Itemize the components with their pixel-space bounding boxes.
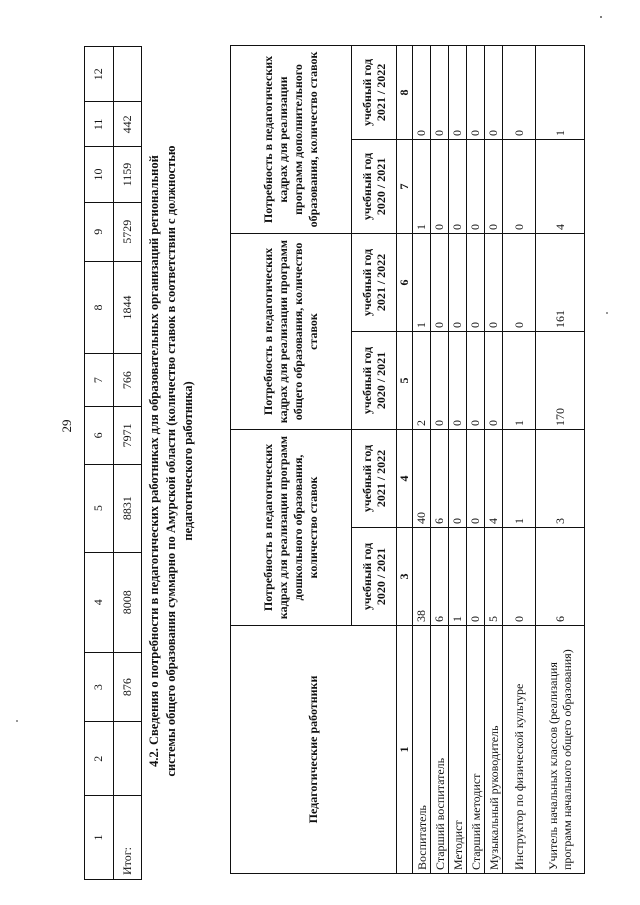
totals-value: 8831 (113, 464, 142, 552)
year-header: учебный год 2021 / 2022 (352, 429, 397, 527)
scan-speck (600, 16, 602, 18)
heading-line: педагогического работника) (181, 381, 195, 541)
column-number: 6 (397, 233, 413, 331)
totals-column-number: 4 (85, 552, 114, 652)
year-header: учебный год 2020 / 2021 (352, 331, 397, 429)
year-header: учебный год 2020 / 2021 (352, 139, 397, 233)
staff-need-value: 0 (449, 233, 467, 331)
staff-need-value: 0 (449, 429, 467, 527)
totals-column-number: 5 (85, 464, 114, 552)
staff-need-value: 38 (413, 528, 431, 626)
staff-need-value: 6 (536, 528, 585, 626)
table-row (503, 45, 536, 873)
staff-position-name: Старший методист (467, 626, 485, 874)
staff-need-value: 0 (467, 528, 485, 626)
staff-need-value: 6 (431, 528, 449, 626)
staff-need-value: 6 (431, 429, 449, 527)
staff-need-value: 0 (449, 331, 467, 429)
staff-need-value: 1 (536, 45, 585, 139)
staff-need-value: 0 (431, 139, 449, 233)
totals-value: 876 (113, 652, 142, 722)
staff-need-value: 0 (485, 331, 503, 429)
staff-need-value: 4 (485, 429, 503, 527)
totals-column-number: 6 (85, 407, 114, 464)
heading-line: системы общего образования суммарно по Амурской области (количество ставок в соответствии с должностью (164, 145, 178, 777)
staff-needs-table (230, 45, 585, 874)
staff-need-value: 0 (467, 233, 485, 331)
totals-table (84, 46, 142, 880)
staff-need-value: 0 (467, 331, 485, 429)
totals-header-row (85, 47, 114, 880)
totals-column-number: 10 (85, 147, 114, 202)
table-row (485, 45, 503, 873)
staff-need-value: 0 (485, 233, 503, 331)
staff-position-name: Инструктор по физической культуре (503, 626, 536, 874)
staff-need-value: 1 (449, 528, 467, 626)
group-header-general: Потребность в педагогических кадрах для реализации программ общего образования, количество ставок (231, 233, 352, 429)
table-row (431, 45, 449, 873)
staff-need-value: 1 (503, 429, 536, 527)
column-number-row (397, 45, 413, 873)
table-row (413, 45, 431, 873)
group-header-additional: Потребность в педагогических кадрах для реализации программ дополнительного образования, количество ставок (231, 45, 352, 233)
staff-need-value: 0 (449, 139, 467, 233)
totals-column-number: 11 (85, 102, 114, 147)
staff-need-value: 0 (503, 233, 536, 331)
table-row (536, 45, 585, 873)
staff-need-value: 0 (431, 331, 449, 429)
year-header: учебный год 2021 / 2022 (352, 45, 397, 139)
staff-position-name: Учитель начальных классов (реализация программ начального общего образования) (536, 626, 585, 874)
year-header: учебный год 2020 / 2021 (352, 528, 397, 626)
totals-value: 1844 (113, 261, 142, 353)
column-number: 5 (397, 331, 413, 429)
page-number: 29 (59, 419, 74, 433)
column-number: 7 (397, 139, 413, 233)
totals-column-number: 1 (85, 796, 114, 880)
staff-need-value: 1 (413, 139, 431, 233)
totals-column-number: 8 (85, 261, 114, 353)
table-row (449, 45, 467, 873)
totals-value: 7971 (113, 407, 142, 464)
staff-need-value: 0 (485, 139, 503, 233)
column-number: 8 (397, 45, 413, 139)
totals-value: 5729 (113, 202, 142, 261)
staff-need-value: 0 (503, 139, 536, 233)
column-number: 3 (397, 528, 413, 626)
totals-label: Итог: (113, 796, 142, 880)
staff-need-value: 1 (503, 331, 536, 429)
staff-need-value: 0 (503, 45, 536, 139)
totals-column-number: 9 (85, 202, 114, 261)
totals-column-number: 12 (85, 47, 114, 102)
totals-column-number: 3 (85, 652, 114, 722)
staff-need-value: 0 (467, 45, 485, 139)
staff-need-value: 0 (467, 139, 485, 233)
staff-need-value: 0 (431, 233, 449, 331)
staff-need-value: 5 (485, 528, 503, 626)
section-heading (146, 56, 197, 866)
totals-value (113, 47, 142, 102)
staff-need-value: 40 (413, 429, 431, 527)
totals-value: 1159 (113, 147, 142, 202)
totals-value: 8008 (113, 552, 142, 652)
staff-need-value: 170 (536, 331, 585, 429)
scan-speck (16, 720, 18, 722)
staff-need-value: 3 (536, 429, 585, 527)
staff-need-value: 0 (413, 45, 431, 139)
totals-column-number: 2 (85, 722, 114, 796)
totals-column-number: 7 (85, 354, 114, 407)
staff-table-body (413, 45, 585, 873)
staff-need-value: 0 (431, 45, 449, 139)
totals-values-row (113, 47, 142, 880)
staff-column-header: Педагогические работники (231, 626, 397, 874)
totals-value: 766 (113, 354, 142, 407)
staff-position-name: Методист (449, 626, 467, 874)
staff-need-value: 0 (503, 528, 536, 626)
staff-position-name: Старший воспитатель (431, 626, 449, 874)
staff-need-value: 2 (413, 331, 431, 429)
staff-need-value: 0 (485, 45, 503, 139)
staff-need-value: 0 (449, 45, 467, 139)
column-number: 4 (397, 429, 413, 527)
heading-line: 4.2. Сведения о потребности в педагогических работниках для образовательных организаций региональной (147, 155, 161, 767)
staff-need-value: 1 (413, 233, 431, 331)
totals-value (113, 722, 142, 796)
totals-value: 442 (113, 102, 142, 147)
column-number: 1 (397, 626, 413, 874)
scan-speck (606, 312, 608, 314)
group-header-row (231, 45, 352, 873)
year-header: учебный год 2021 / 2022 (352, 233, 397, 331)
staff-position-name: Музыкальный руководитель (485, 626, 503, 874)
staff-need-value: 161 (536, 233, 585, 331)
staff-position-name: Воспитатель (413, 626, 431, 874)
staff-need-value: 0 (467, 429, 485, 527)
rotated-page-content (60, 40, 600, 886)
staff-need-value: 4 (536, 139, 585, 233)
table-row (467, 45, 485, 873)
group-header-preschool: Потребность в педагогических кадрах для реализации программ дошкольного образования, количество ставок (231, 429, 352, 625)
